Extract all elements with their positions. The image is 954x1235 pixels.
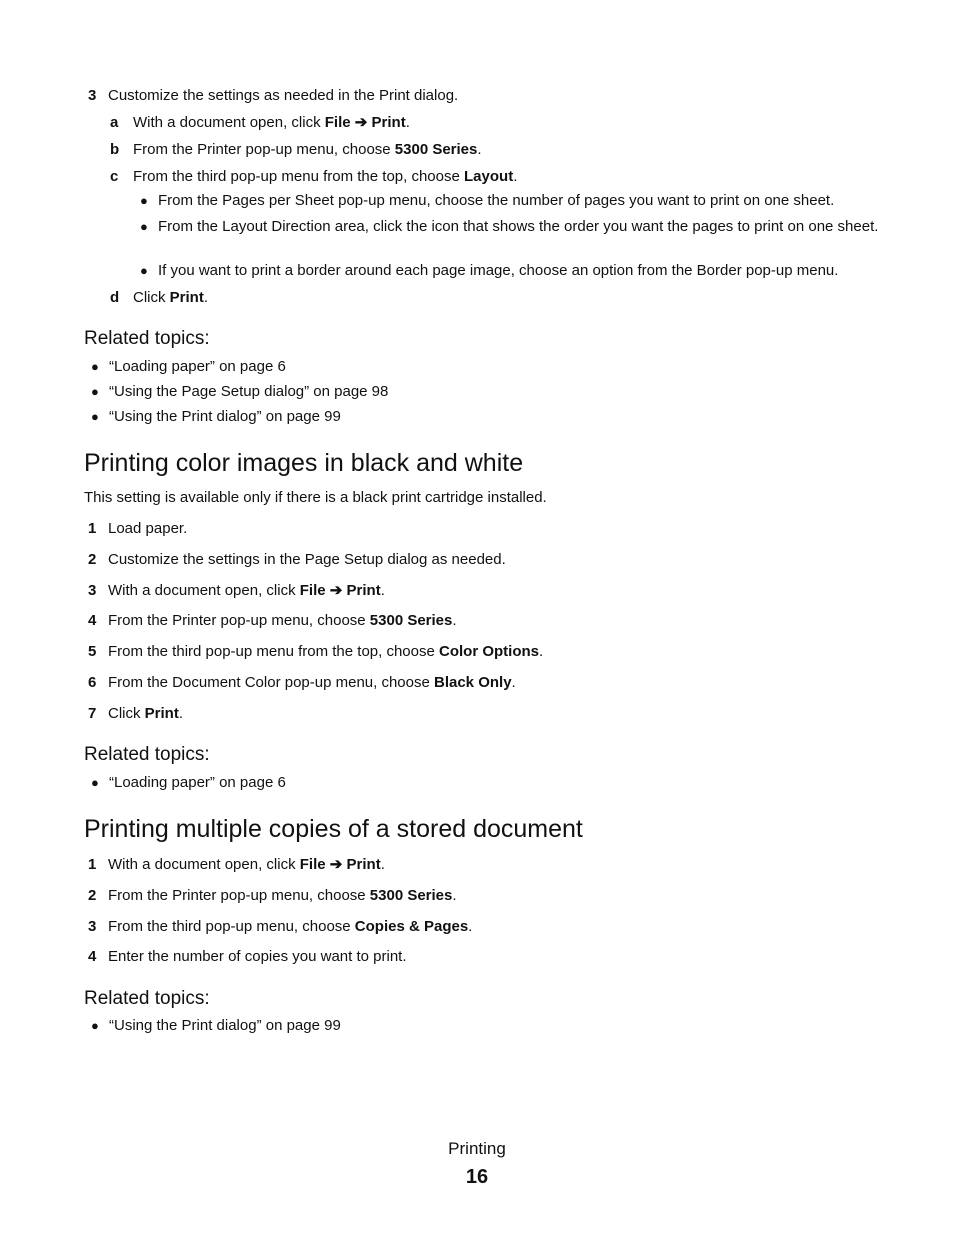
page-number: 16 [465,1166,489,1188]
step-number: 4 [88,948,97,965]
step-text: With a document open, click [108,582,300,599]
section-heading-multiple-copies: Printing multiple copies of a stored document [84,815,583,843]
substep-a [110,113,880,132]
menu-file: File [299,582,326,599]
menu-print: Print [346,856,381,873]
bullet-icon: ● [140,219,148,234]
punctuation: . [468,918,473,935]
bullet-layout-direction [140,217,880,236]
substep-letter: b [110,141,120,158]
menu-file: File [324,114,351,131]
substep-text: From the Printer pop-up menu, choose [133,141,395,158]
step-number: 1 [88,520,97,537]
related-topics-heading: Related topics: [84,328,210,349]
related-link[interactable] [91,407,791,426]
step-text: Customize the settings as needed in the Print dialog. [108,87,459,104]
related-link[interactable] [91,382,791,401]
step-3 [88,581,878,600]
step-text: From the Document Color pop-up menu, choose [108,674,434,691]
step-text: From the third pop-up menu from the top, choose [108,643,440,660]
punctuation: . [539,643,544,660]
step-number: 6 [88,674,97,691]
button-print: Print [169,289,204,306]
substep-b [110,140,880,159]
step-number: 4 [88,612,97,629]
substep-letter: a [110,114,119,131]
related-topics-heading: Related topics: [84,744,210,765]
related-link-text[interactable]: “Using the Print dialog” on page 99 [109,1017,341,1034]
related-link[interactable] [91,1016,791,1035]
step-number: 2 [88,887,97,904]
step-text: From the third pop-up menu, choose [108,918,355,935]
bullet-icon: ● [140,263,148,278]
menu-print: Print [346,582,381,599]
substep-text: From the third pop-up menu from the top, choose [133,168,465,185]
step-5 [88,642,878,661]
punctuation: . [203,289,209,306]
substep-text: Click [133,289,170,306]
section-heading-black-white: Printing color images in black and white [84,449,524,477]
menu-file: File [299,856,326,873]
bullet-text: From the Layout Direction area, click the icon that shows the order you want the pages to print on one sheet. [158,218,879,235]
punctuation: . [511,674,516,691]
bullet-text: From the Pages per Sheet pop-up menu, choose the number of pages you want to print on one sheet. [158,192,835,209]
step-number: 2 [88,551,97,568]
step-4 [88,611,878,630]
step-text: From the Printer pop-up menu, choose [108,612,370,629]
step-text: From the Printer pop-up menu, choose [108,887,370,904]
bullet-icon: ● [91,1018,99,1033]
step-number: 3 [88,918,97,935]
punctuation: . [477,141,482,158]
bullet-border [140,261,880,280]
step-text: Customize the settings in the Page Setup dialog as needed. [108,551,506,568]
substep-c [110,167,880,186]
step-number: 3 [88,582,97,599]
substep-letter: c [110,168,119,185]
option-color-options: Color Options [439,643,540,660]
substep-d [110,288,880,307]
option-copies-pages: Copies & Pages [354,918,469,935]
punctuation: . [513,168,518,185]
step-number: 7 [88,705,97,722]
step-3 [88,86,878,105]
bullet-icon: ● [91,775,99,790]
punctuation: . [405,114,410,131]
step-text: Enter the number of copies you want to print. [108,948,407,965]
bullet-icon: ● [91,359,99,374]
step-1 [88,519,878,538]
section-intro: This setting is available only if there is a black print cartridge installed. [84,489,547,506]
bullet-icon: ● [91,384,99,399]
bullet-icon: ● [140,193,148,208]
related-link[interactable] [91,773,791,792]
option-black-only: Black Only [434,674,512,691]
option-layout: Layout [464,168,514,185]
punctuation: . [380,856,385,873]
step-4 [88,947,878,966]
step-7 [88,704,878,723]
step-1 [88,855,878,874]
option-5300-series: 5300 Series [369,612,453,629]
step-text: Click [108,705,145,722]
step-text: With a document open, click [108,856,300,873]
step-number: 3 [88,87,97,104]
punctuation: . [452,612,457,629]
menu-print: Print [371,114,406,131]
related-link-text[interactable]: “Using the Page Setup dialog” on page 98 [109,383,389,400]
step-6 [88,673,878,692]
bullet-text: If you want to print a border around each page image, choose an option from the Border pop-up menu. [158,262,839,279]
step-2 [88,550,878,569]
related-link-text[interactable]: “Using the Print dialog” on page 99 [109,408,341,425]
punctuation: . [380,582,385,599]
step-3 [88,917,878,936]
related-topics-heading: Related topics: [84,988,210,1009]
button-print: Print [144,705,179,722]
arrow-icon: ➔ [329,856,343,873]
punctuation: . [452,887,457,904]
step-number: 1 [88,856,97,873]
footer-chapter-label: Printing [448,1139,506,1158]
bullet-icon: ● [91,409,99,424]
punctuation: . [178,705,184,722]
substep-letter: d [110,289,120,306]
related-link-text[interactable]: “Loading paper” on page 6 [109,774,286,791]
step-2 [88,886,878,905]
related-link-text[interactable]: “Loading paper” on page 6 [109,358,286,375]
arrow-icon: ➔ [354,114,368,131]
bullet-pages-per-sheet [140,191,880,210]
arrow-icon: ➔ [329,582,343,599]
step-number: 5 [88,643,97,660]
related-link[interactable] [91,357,791,376]
option-5300-series: 5300 Series [369,887,453,904]
option-5300-series: 5300 Series [394,141,478,158]
step-text: Load paper. [108,520,188,537]
substep-text: With a document open, click [133,114,325,131]
